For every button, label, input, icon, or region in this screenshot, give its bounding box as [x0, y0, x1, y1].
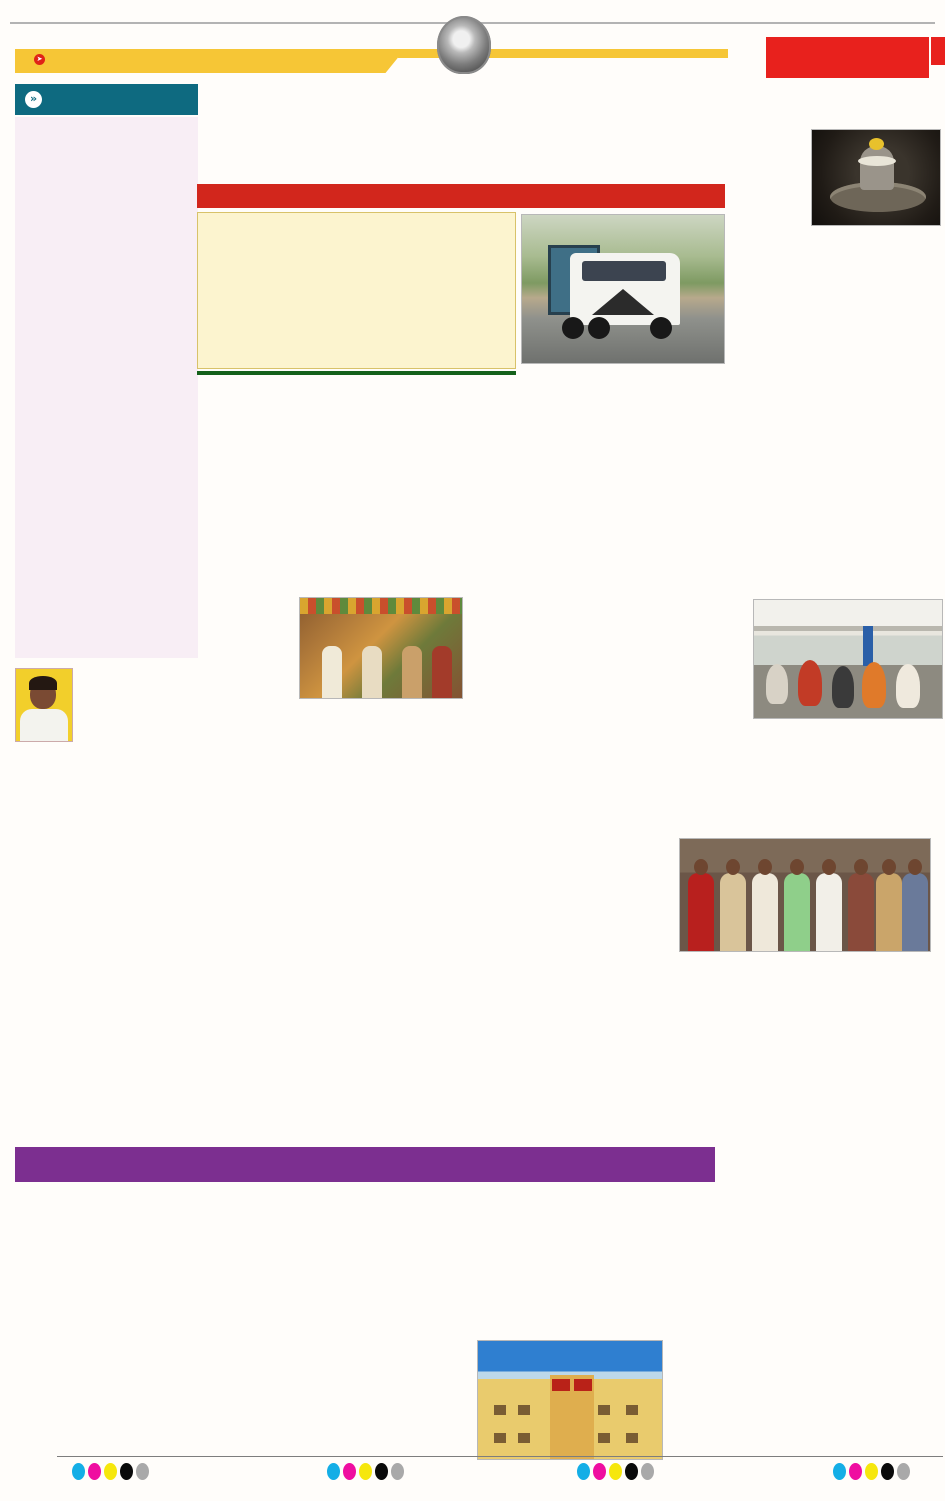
- temple-story-row: [197, 597, 642, 787]
- lead-body-columns: [197, 379, 725, 563]
- mahadev-top-row: [729, 129, 943, 228]
- temple-ceremony-photo: [299, 597, 463, 699]
- kandhar-col-2: [562, 838, 666, 1085]
- kandhar-right-block: [673, 838, 937, 1085]
- brand-box: [766, 37, 929, 78]
- petrol-col-1: [647, 599, 747, 787]
- sand-tipper-truck-photo: [521, 214, 725, 364]
- kundalwadi-col-1: [15, 1201, 235, 1457]
- petrol-right-block: [753, 599, 943, 787]
- shivling-photo: [811, 129, 941, 226]
- sunegaon-col-1: [15, 838, 219, 1085]
- kundalwadi-col-2: [243, 1201, 465, 1457]
- page-number: [931, 37, 945, 65]
- temple-col-1: [197, 597, 293, 787]
- obituary-portrait-photo: [15, 668, 73, 742]
- kandhar-story-row: [437, 838, 944, 1085]
- petrol-pump-queue-photo: [753, 599, 943, 719]
- lead-col-1: [197, 379, 297, 563]
- lead-intro-box: [197, 212, 516, 369]
- print-registration-dots-2: [327, 1463, 404, 1480]
- lead-kicker: [197, 184, 725, 208]
- temple-col-2: [299, 702, 463, 782]
- mahadev-bottom-row: [729, 387, 943, 563]
- double-chevron-down-icon: »: [25, 91, 42, 108]
- temple-col-3: [469, 597, 553, 787]
- kandhar-col-1: [437, 838, 555, 1085]
- mahadev-byline-col: [729, 129, 805, 228]
- digital-school-body: [22, 131, 191, 606]
- lead-col-2: [304, 379, 404, 563]
- digital-school-article: [15, 117, 198, 658]
- kundalwadi-col-3: [477, 1314, 663, 1456]
- epaper-link-row: [30, 54, 49, 65]
- link-icon: ➤: [34, 54, 45, 65]
- print-registration-dots-4: [833, 1463, 910, 1480]
- mahadev-col-b1: [729, 231, 833, 383]
- lead-col-5: [625, 379, 725, 563]
- temple-mid-col: [299, 597, 463, 787]
- soyabean-article: [703, 1088, 943, 1387]
- obituary-article: [15, 662, 198, 789]
- mahadev-col-c2: [839, 387, 943, 563]
- temple-col-4: [559, 597, 643, 787]
- print-registration-dots-1: [72, 1463, 149, 1480]
- soyabean-body: [703, 1092, 943, 1387]
- memorandum-group-photo: [679, 838, 931, 952]
- epaper-ribbon: [15, 49, 405, 73]
- kundalwadi-subhead-band: [15, 1147, 715, 1182]
- mahadev-mid-row: [729, 231, 943, 383]
- lead-col-3: [411, 379, 511, 563]
- sunegaon-columns: [15, 838, 432, 1085]
- mahadev-col-c1: [729, 387, 833, 563]
- lead-divider-rule: [197, 371, 516, 375]
- sunegaon-col-2: [228, 838, 432, 1085]
- print-registration-dots-3: [577, 1463, 654, 1480]
- mahadev-col-b2: [839, 231, 943, 383]
- nanded-emblem-logo: [437, 16, 491, 74]
- footer-rule: [57, 1456, 943, 1457]
- kandhar-col-3: [679, 957, 931, 1077]
- petrol-below-photo-text: [753, 723, 943, 783]
- petrol-story-row: [647, 599, 943, 787]
- lead-col-4: [518, 379, 618, 563]
- important-section-header: [15, 84, 198, 115]
